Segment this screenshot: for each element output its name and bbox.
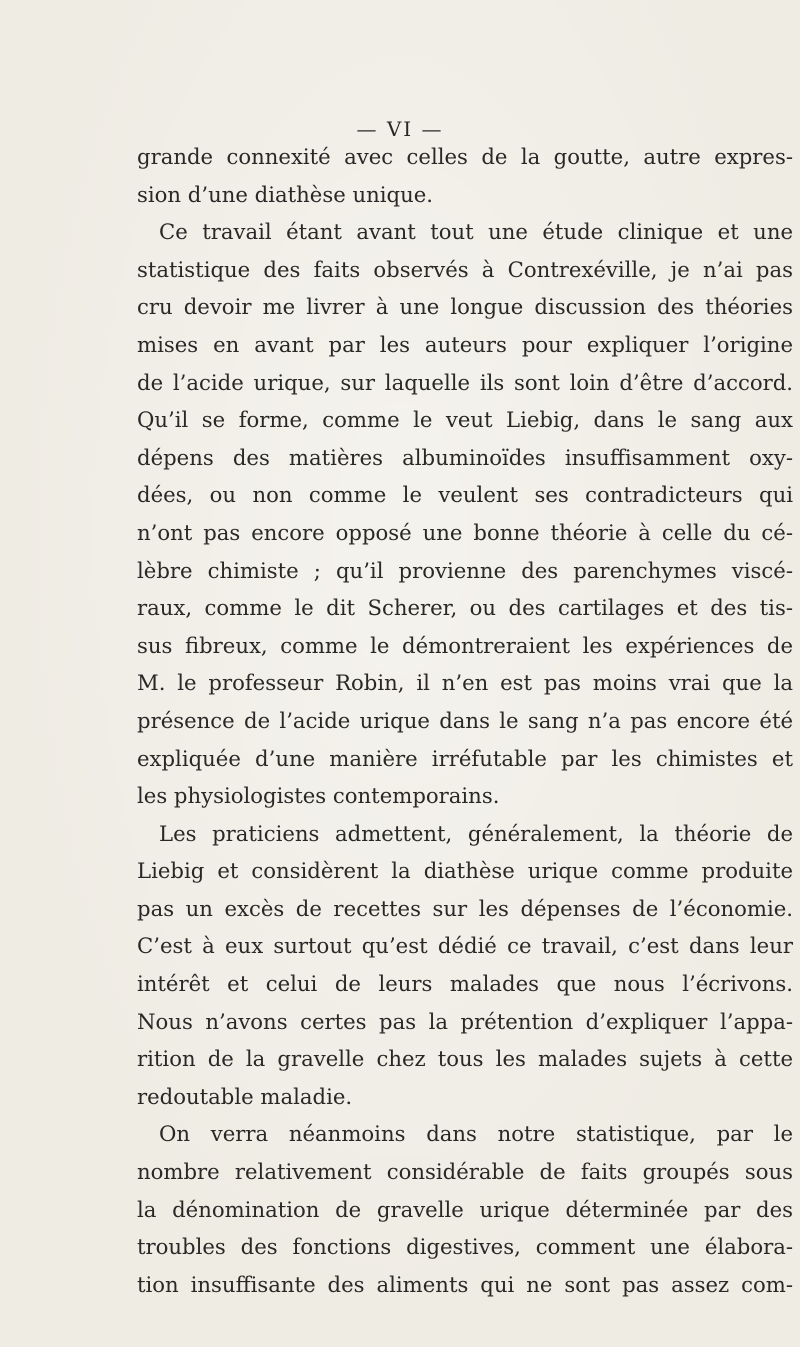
text-line: statistique des faits observés à Contrexéville, je n’ai pas <box>137 256 793 282</box>
running-head: — VI — <box>356 117 444 141</box>
text-line: Ce travail étant avant tout une étude clinique et une <box>159 219 793 245</box>
text-line: dées, ou non comme le veulent ses contradicteurs qui <box>137 482 793 508</box>
text-line: sus fibreux, comme le démontreraient les expériences de <box>137 632 793 658</box>
text-line: lèbre chimiste ; qu’il provienne des parenchymes viscé- <box>137 557 793 583</box>
body-text <box>137 138 793 1303</box>
text-line: rition de la gravelle chez tous les malades sujets à cette <box>137 1046 793 1072</box>
text-line: redoutable maladie. <box>137 1083 353 1109</box>
text-line: Liebig et considèrent la diathèse urique comme produite <box>137 858 793 884</box>
text-line: On verra néanmoins dans notre statistique, par le <box>159 1121 793 1147</box>
text-line: mises en avant par les auteurs pour expliquer l’origine <box>137 331 793 357</box>
text-line: raux, comme le dit Scherer, ou des cartilages et des tis- <box>137 595 793 621</box>
text-line: Nous n’avons certes pas la prétention d’expliquer l’appa- <box>137 1008 793 1034</box>
text-line: Les praticiens admettent, généralement, la théorie de <box>159 820 793 846</box>
text-line: grande connexité avec celles de la goutte, autre expres- <box>137 144 793 169</box>
text-line: n’ont pas encore opposé une bonne théorie à celle du cé- <box>137 519 793 545</box>
text-line: intérêt et celui de leurs malades que nous l’écrivons. <box>137 971 793 997</box>
text-line: M. le professeur Robin, il n’en est pas moins vrai que la <box>137 670 793 696</box>
text-line: expliquée d’une manière irréfutable par les chimistes et <box>137 745 793 771</box>
text-line: dépens des matières albuminoïdes insuffisamment oxy- <box>137 444 793 470</box>
text-line: cru devoir me livrer à une longue discussion des théories <box>137 294 793 320</box>
text-line: Qu’il se forme, comme le veut Liebig, dans le sang aux <box>137 407 793 433</box>
text-line: pas un excès de recettes sur les dépenses de l’économie. <box>137 895 793 921</box>
text-line: présence de l’acide urique dans le sang n’a pas encore été <box>137 707 793 733</box>
text-line: de l’acide urique, sur laquelle ils sont loin d’être d’accord. <box>137 369 793 395</box>
text-line: sion d’une diathèse unique. <box>137 181 434 207</box>
text-line: C’est à eux surtout qu’est dédié ce travail, c’est dans leur <box>137 933 793 959</box>
text-line: tion insuffisante des aliments qui ne sont pas assez com- <box>137 1271 793 1297</box>
text-line: nombre relativement considérable de faits groupés sous <box>137 1159 793 1185</box>
text-line: la dénomination de gravelle urique déterminée par des <box>137 1196 793 1222</box>
text-line: les physiologistes contemporains. <box>137 783 500 809</box>
text-line: troubles des fonctions digestives, comment une élabora- <box>137 1234 793 1260</box>
